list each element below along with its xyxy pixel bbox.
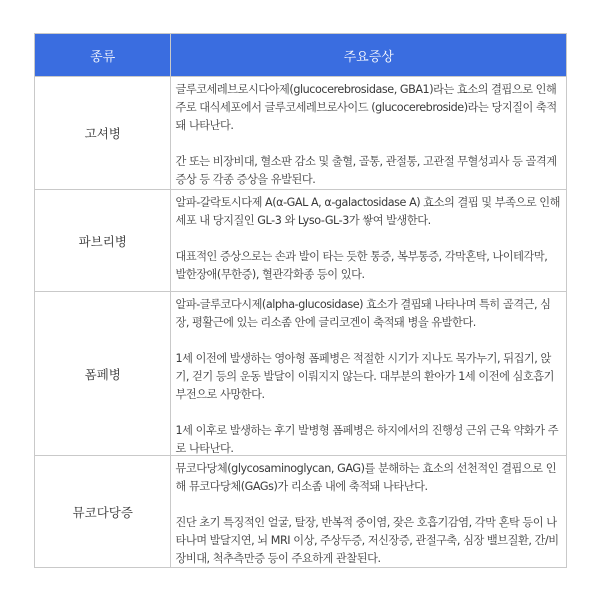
symptom-paragraph: 알파-글루코다시제(alpha-glucosidase) 효소가 결핍돼 나타나며 특히 골격근, 심장, 평활근에 있는 리소좀 안에 글리코겐이 축적돼 병을 유발한다. bbox=[175, 298, 551, 329]
table-row bbox=[35, 291, 566, 455]
disease-name: 뮤코다당증 bbox=[35, 456, 171, 567]
symptom-paragraph: 1세 이후로 발생하는 후기 발병형 폼페병은 하지에서의 진행성 근위 근육 약화가 주로 나타난다. bbox=[175, 424, 559, 455]
symptom-cell bbox=[171, 456, 566, 567]
disease-name: 폼페병 bbox=[35, 292, 171, 455]
disease-name: 고셔병 bbox=[35, 77, 171, 189]
symptom-cell bbox=[171, 77, 566, 189]
symptom-paragraph: 1세 이전에 발생하는 영아형 폼페병은 적절한 시기가 지나도 목가누기, 뒤집기, 앉기, 걷기 등의 운동 발달이 이뤄지지 않는다. 대부분의 환아가 1세 이전에 심호흡기 부전으로 사망한다. bbox=[175, 352, 554, 401]
symptom-paragraph: 대표적인 증상으로는 손과 발이 타는 듯한 통증, 복부통증, 각막혼탁, 나이테각막, 발한장애(무한증), 혈관각화종 등이 있다. bbox=[175, 250, 548, 281]
table-row bbox=[35, 76, 566, 189]
table-header bbox=[35, 34, 566, 76]
disease-name: 파브리병 bbox=[35, 190, 171, 291]
symptom-paragraph: 글루코세레브로시다아제(glucocerebrosidase, GBA1)라는 효소의 결핍으로 인해 주로 대식세포에서 글루코세레브로사이드 (glucocerebroside)라는 당지질이 축적돼 나타난다. bbox=[175, 83, 557, 132]
symptom-paragraph: 진단 초기 특징적인 얼굴, 탈장, 반복적 중이염, 잦은 호흡기감염, 각막 혼탁 등이 나타나며 발달지연, 뇌 MRI 이상, 주상두증, 저신장증, 관절구축, 심장 밸브질환, 간/비장비대, 척추측만증 등이 주요하게 관찰된다. bbox=[175, 516, 559, 565]
header-symptoms: 주요증상 bbox=[343, 49, 394, 65]
symptom-paragraph: 간 또는 비장비대, 혈소판 감소 및 출혈, 골통, 관절통, 고관절 무혈성괴사 등 골격계 증상 등 각종 증상을 유발된다. bbox=[175, 155, 557, 186]
disease-symptom-table bbox=[34, 33, 567, 568]
symptom-paragraph: 뮤코다당체(glycosaminoglycan, GAG)를 분해하는 효소의 선천적인 결핍으로 인해 뮤코다당체(GAGs)가 리소좀 내에 축적돼 나타난다. bbox=[175, 462, 557, 493]
symptom-cell bbox=[171, 190, 566, 291]
header-type: 종류 bbox=[35, 34, 171, 76]
symptom-paragraph: 알파-갈락토시다제 A(α-GAL A, α-galactosidase A) 효소의 결핍 및 부족으로 인해 세포 내 당지질인 GL-3 와 Lyso-GL-3가 쌓여 발생한다. bbox=[175, 196, 561, 227]
table-row bbox=[35, 189, 566, 291]
table-row bbox=[35, 455, 566, 567]
symptom-cell bbox=[171, 292, 566, 455]
